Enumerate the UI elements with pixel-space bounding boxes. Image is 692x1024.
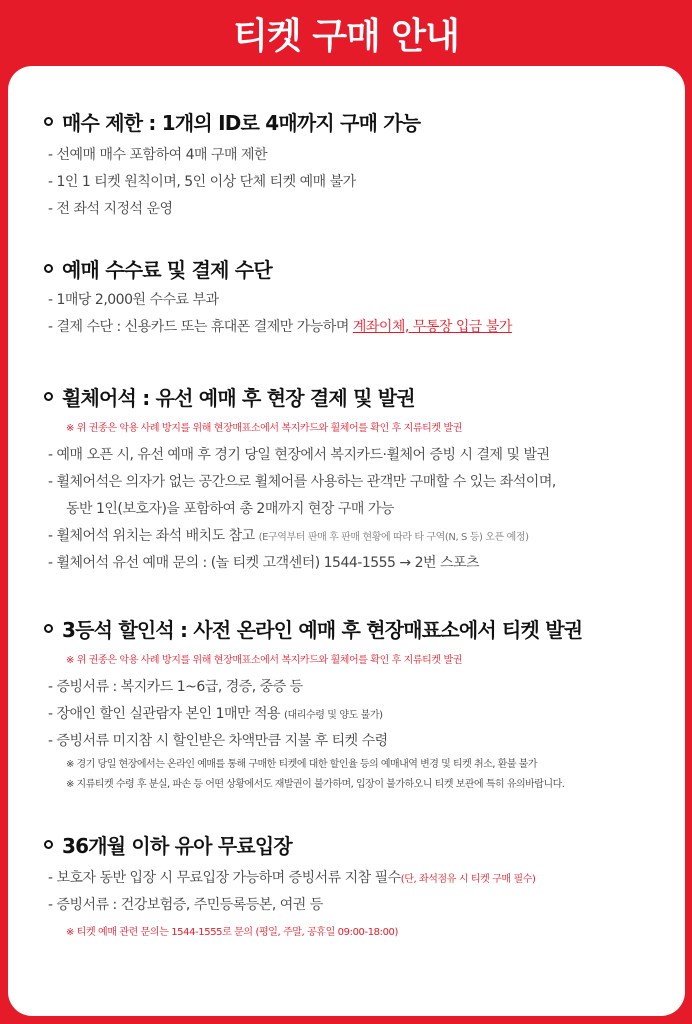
caution-note: ※ 지류티켓 수령 후 분실, 파손 등 어떤 상황에서도 재발권이 불가하며, 입장이 불가하오니 티켓 보관에 특히 유의바랍니다. <box>66 779 565 790</box>
info-line: - 휠체어석 위치는 좌석 배치도 참고 (E구역부터 판매 후 판매 현황에 따라 타 구역(N, S 등) 오픈 예정) <box>48 528 529 544</box>
section-ticket-limit <box>44 106 661 223</box>
section-wheelchair <box>44 381 661 577</box>
info-line: - 증빙서류 미지참 시 할인받은 차액만큼 지불 후 티켓 수령 <box>48 733 388 749</box>
section-title: 휠체어석 : 유선 예매 후 현장 결제 및 발권 <box>44 381 661 411</box>
page-header <box>0 0 692 66</box>
info-line: 동반 1인(보호자)을 포함하여 총 2매까지 현장 구매 가능 <box>66 501 394 517</box>
info-line: - 전 좌석 지정석 운영 <box>48 201 173 217</box>
info-line: - 1매당 2,000원 수수료 부과 <box>48 292 219 308</box>
info-line: - 휠체어석은 의자가 없는 공간으로 휠체어를 사용하는 관객만 구매할 수 있는 좌석이며, <box>48 474 556 490</box>
circle-bullet-icon <box>44 117 53 126</box>
contact-note: ※ 티켓 예매 관련 문의는 1544-1555로 문의 (평일, 주말, 공휴일 09:00-18:00) <box>66 927 399 938</box>
section-infant-free <box>44 829 661 946</box>
warning-note: ※ 위 권종은 악용 사례 방지를 위해 현장매표소에서 복지카드와 휠체어를 확인 후 지류티켓 발권 <box>66 423 462 434</box>
section-fee-payment <box>44 253 661 341</box>
section-title: 3등석 할인석 : 사전 온라인 예매 후 현장매표소에서 티켓 발권 <box>44 613 661 643</box>
info-line: - 증빙서류 : 건강보험증, 주민등록등본, 여권 등 <box>48 897 323 913</box>
info-line: - 결제 수단 : 신용카드 또는 휴대폰 결제만 가능하며 계좌이체, 무통장 입금 불가 <box>48 319 512 335</box>
info-line: - 예매 오픈 시, 유선 예매 후 경기 당일 현장에서 복지카드·휠체어 증빙 시 결제 및 발권 <box>48 447 550 463</box>
info-line: - 선예매 매수 포함하여 4매 구매 제한 <box>48 147 267 163</box>
section-title: 36개월 이하 유아 무료입장 <box>44 829 661 859</box>
info-card <box>8 66 685 1016</box>
section-title: 예매 수수료 및 결제 수단 <box>44 253 661 283</box>
info-line: - 장애인 할인 실관람자 본인 1매만 적용 (대리수령 및 양도 불가) <box>48 706 383 722</box>
circle-bullet-icon <box>44 624 53 633</box>
info-line: - 보호자 동반 입장 시 무료입장 가능하며 증빙서류 지참 필수(단, 좌석점유 시 티켓 구매 필수) <box>48 870 536 886</box>
circle-bullet-icon <box>44 264 53 273</box>
section-discount-seat <box>44 613 661 795</box>
circle-bullet-icon <box>44 840 53 849</box>
info-line: - 증빙서류 : 복지카드 1~6급, 경증, 중증 등 <box>48 679 303 695</box>
caution-note: ※ 경기 당일 현장에서는 온라인 예매를 통해 구매한 티켓에 대한 할인율 등의 예매내역 변경 및 티켓 취소, 환불 불가 <box>66 759 537 770</box>
warning-note: ※ 위 권종은 악용 사례 방지를 위해 현장매표소에서 복지카드와 휠체어를 확인 후 지류티켓 발권 <box>66 655 462 666</box>
info-line: - 1인 1 티켓 원칙이며, 5인 이상 단체 티켓 예매 불가 <box>48 174 356 190</box>
payment-restriction-highlight: 계좌이체, 무통장 입금 불가 <box>352 319 512 335</box>
circle-bullet-icon <box>44 392 53 401</box>
info-line: - 휠체어석 유선 예매 문의 : (놀 티켓 고객센터) 1544-1555 → 2번 스포츠 <box>48 555 480 571</box>
section-title: 매수 제한 : 1개의 ID로 4매까지 구매 가능 <box>44 106 661 136</box>
page-title: 티켓 구매 안내 <box>233 15 459 57</box>
